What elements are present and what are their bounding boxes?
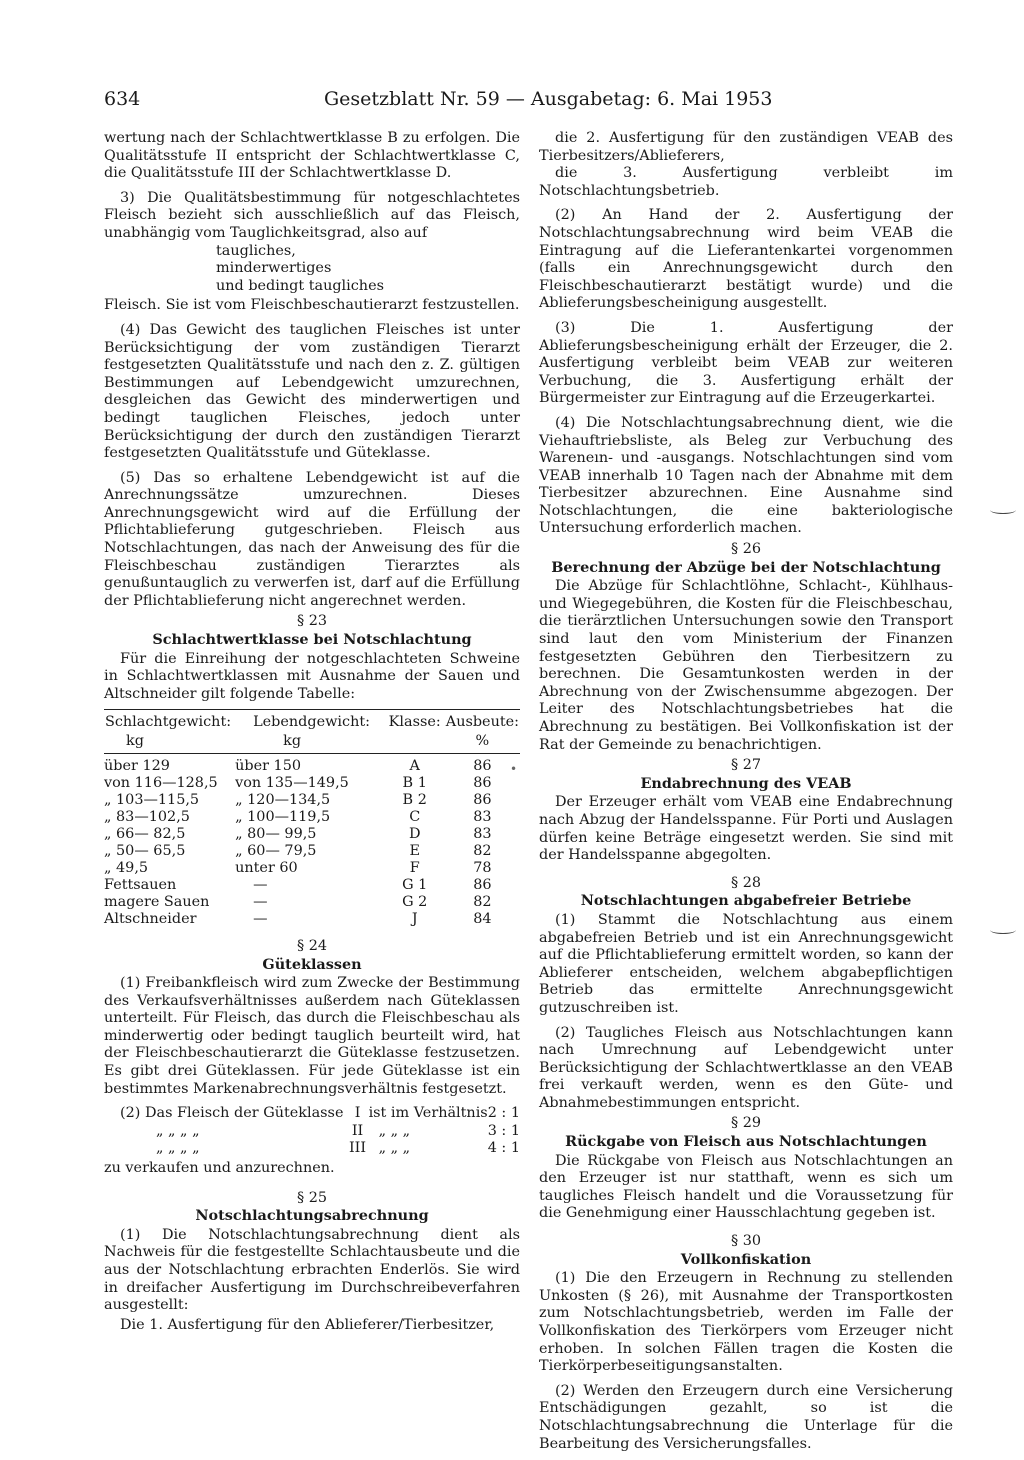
left-column xyxy=(104,130,520,1341)
paragraph: Fleisch. Sie ist vom Fleischbeschautierarzt festzustellen. xyxy=(104,297,520,314)
table-header: Schlachtgewicht: xyxy=(104,710,235,733)
margin-pencil-mark xyxy=(990,926,1016,934)
section-title: Schlachtwertklasse bei Notschlachtung xyxy=(152,631,472,649)
table-row: „ 103—115,5 „ 120—134,5 B 2 86 xyxy=(104,791,492,808)
running-title: Gesetzblatt Nr. 59 — Ausgabetag: 6. Mai 1953 xyxy=(324,88,773,110)
section-number: § 24 xyxy=(296,937,328,954)
section-title: Güteklassen xyxy=(262,955,362,973)
table-row: „ 83—102,5 „ 100—119,5 C 83 xyxy=(104,808,492,825)
section-title: Berechnung der Abzüge bei der Notschlachtung xyxy=(551,558,941,576)
table-row: von 116—128,5 von 135—149,5 B 1 86 xyxy=(104,774,492,791)
paragraph: (4) Die Notschlachtungsabrechnung dient, wie die Viehauftriebsliste, als Beleg zur Verbuchung des Wareneın- und -ausgangs. Notschlachtungen sind vom VEAB innerhalb 10 Tagen nach der Abnahme mit dem Tierbesitzer abzurechnen. Eine Ausnahme sind Notschlachtungen, die eine bakteriologische Untersuchung erforderlich machen. xyxy=(539,414,953,537)
section-number: § 26 xyxy=(730,541,762,558)
paragraph: Für die Einreihung der notgeschlachteten Schweine in Schlachtwertklassen mit Ausnahme der Sauen und Altschneider gilt folgende Tabelle: xyxy=(104,650,520,702)
list-item: und bedingt taugliches xyxy=(216,277,384,294)
table-subheader: kg xyxy=(104,732,235,754)
table-subheader xyxy=(385,732,445,754)
section-number: § 23 xyxy=(296,613,328,630)
table-row: über 129 über 150 A 86 xyxy=(104,757,492,774)
paragraph: Die 1. Ausfertigung für den Ablieferer/Tierbesitzer, xyxy=(120,1316,495,1333)
table-row: „ „ „ „ II „ „ „ 3 : 1 xyxy=(156,1122,520,1139)
table-header: Ausbeute: xyxy=(445,710,520,733)
paragraph: (3) Die 1. Ausfertigung der Ablieferungsbescheinigung erhält der Erzeuger, die 2. Ausfertigung verbleibt beim VEAB zur weiteren Verbuchung, die 3. Ausfertigung erhält der Bürgermeister zur Eintragung auf die Erzeugerkartei. xyxy=(539,319,953,407)
section-title: Notschlachtungen abgabefreier Betriebe xyxy=(580,892,912,910)
paragraph: die 3. Ausfertigung verbleibt im Notschlachtungsbetrieb. xyxy=(539,165,953,199)
table-row: (2) Das Fleisch der Güteklasse I ist im Verhältnis 2 : 1 xyxy=(120,1105,520,1122)
section-number: § 28 xyxy=(730,874,762,891)
section-title: Vollkonfiskation xyxy=(680,1250,812,1268)
section-title: Rückgabe von Fleisch aus Notschlachtungen xyxy=(565,1133,927,1151)
table-row: magere Sauen — G 2 82 xyxy=(104,893,492,910)
section-number: § 25 xyxy=(296,1189,328,1206)
paragraph: wertung nach der Schlachtwertklasse B zu erfolgen. Die Qualitätsstufe II entspricht der Schlachtwertklasse C, die Qualitätsstufe III der Schlachtwertklasse D. xyxy=(104,130,520,182)
section-number: § 29 xyxy=(730,1115,762,1132)
paragraph: Die Abzüge für Schlachtlöhne, Schlacht-, Kühlhaus- und Wiegegebühren, die Kosten für die Fleischbeschau, die tierärztlichen Untersuchungen sowie den Transport sind laut den vom Ministerium der Finanzen festgesetzten Gebühren den Tierbesitzern zu berechnen. Die Gesamtunkosten werden in der Abrechnung von der Zwischensumme abgezogen. Der Leiter des Notschlachtungsbetriebes hat die Abrechnung zu bestätigen. Bei Vollkonfiskation ist der Rat der Gemeinde zu benachrichtigen. xyxy=(539,578,953,753)
paragraph: (1) Stammt die Notschlachtung aus einem abgabefreien Betrieb und ist ein Anrechnungsgewicht auf die Pflichtablieferung ermittelt worden, so kann der Ablieferer entscheiden, welchem abgabepflichtigen Betrieb das ermittelte Anrechnungsgewicht gutzuschreiben ist. xyxy=(539,911,953,1016)
page-number: 634 xyxy=(104,88,141,110)
section-title: Notschlachtungsabrechnung xyxy=(195,1207,429,1225)
table-row: Altschneider — J 84 xyxy=(104,910,492,927)
paragraph: (4) Das Gewicht des tauglichen Fleisches ist unter Berücksichtigung der vom zuständigen Tierarzt festgesetzten Qualitätsstufe und nach den z. Z. gültigen Bestimmungen auf Lebendgewicht umzurechnen, desgleichen das Gewicht des minderwertigen und bedingt tauglichen Fleisches, jedoch unter Berücksichtigung der durch den zuständigen Tierarzt festgesetzten Qualitätsstufe und Güteklasse. xyxy=(104,321,520,462)
list-item: minderwertiges xyxy=(216,260,332,277)
table-subheader: kg xyxy=(235,732,385,754)
paragraph: (1) Die Notschlachtungsabrechnung dient als Nachweis für die festgestellte Schlachtausbeute und die aus der Notschlachtung erbrachten Enderlös. Sie wird in dreifacher Ausfertigung im Durchschreibeverfahren ausgestellt: xyxy=(104,1226,520,1314)
paragraph: Der Erzeuger erhält vom VEAB eine Endabrechnung nach Abzug der Handelsspanne. Für Porti und Auslagen dürfen keine Beträge eingesetzt werden. Sie sind mit der Handelsspanne abgegolten. xyxy=(539,794,953,864)
paragraph: (2) Werden den Erzeugern durch eine Versicherung Entschädigungen gezahlt, so ist die Notschlachtungsabrechnung die Unterlage für die Bearbeitung des Versicherungsfalles. xyxy=(539,1382,953,1452)
section-number: § 30 xyxy=(730,1233,762,1250)
slaughter-class-table xyxy=(104,709,520,928)
page-header xyxy=(104,88,773,114)
paragraph: (2) Taugliches Fleisch aus Notschlachtungen kann nach Umrechnung auf Lebendgewicht unter Berücksichtigung der Schlachtwertklasse an den VEAB frei verkauft werden, wenn es den Güte- und Abnahmebestimmungen entspricht. xyxy=(539,1024,953,1111)
paragraph: (1) Freibankfleisch wird zum Zwecke der Bestimmung des Verkaufsverhältnisses außerdem nach Güteklassen unterteilt. Für Fleisch, das durch die Fleischbeschau als minderwertig oder bedingt tauglich beurteilt wird, hat der Fleischbeschautierarzt die Güteklasse festzusetzen. Es gibt drei Güteklassen. Für jede Güteklasse ist ein bestimmtes Markenabrechnungsverhältnis festgesetzt. xyxy=(104,975,520,1097)
section-title: Endabrechnung des VEAB xyxy=(640,774,852,792)
quality-ratio-table xyxy=(104,1105,520,1158)
margin-pencil-mark xyxy=(990,506,1016,514)
paragraph: 3) Die Qualitätsbestimmung für notgeschlachtetes Fleisch bezieht sich ausschließlich auf das Fleisch, unabhängig vom Tauglichkeitsgrad, also auf xyxy=(104,189,520,241)
table-row: „ 66— 82,5 „ 80— 99,5 D 83 xyxy=(104,825,492,842)
right-column xyxy=(539,130,953,1460)
table-header: Lebendgewicht: xyxy=(235,710,385,733)
table-row: „ 49,5 unter 60 F 78 xyxy=(104,859,492,876)
paragraph: (2) An Hand der 2. Ausfertigung der Notschlachtungsabrechnung wird beim VEAB die Eintragung auf die Lieferantenkartei vorgenommen (falls ein Anrechnungsgewicht durch den Fleischbeschautierarzt bestätigt wurde) und die Ablieferungsbescheinigung ausgestellt. xyxy=(539,207,953,312)
paragraph: (1) Die den Erzeugern in Rechnung zu stellenden Unkosten (§ 26), mit Ausnahme der Transportkosten zum Notschlachtungsbetrieb, werden im Falle der Vollkonfiskation des Tierkörpers vom Erzeuger nicht erhoben. In solchen Fällen tragen die Kosten die Tierkörperbeseitigungsanstalten. xyxy=(539,1270,953,1375)
table-header: Klasse: xyxy=(385,710,445,733)
quality-list xyxy=(216,243,520,296)
paragraph: zu verkaufen und anzurechnen. xyxy=(104,1160,335,1177)
paragraph: (5) Das so erhaltene Lebendgewicht ist auf die Anrechnungssätze umzurechnen. Dieses Anrechnungsgewicht wird auf die Erfüllung der Pflichtablieferung gutgeschrieben. Fleisch aus Notschlachtungen, das nach der Anweisung des für die Fleischbeschau zuständigen Tierarztes als genußuntauglich zu verwerfen ist, darf auf die Erfüllung der Pflichtablieferung nicht angerechnet werden. xyxy=(104,469,520,609)
table-row: „ 50— 65,5 „ 60— 79,5 E 82 xyxy=(104,842,492,859)
section-number: § 27 xyxy=(730,757,762,774)
paragraph: die 2. Ausfertigung für den zuständigen VEAB des Tierbesitzers/Ablieferers, xyxy=(539,130,953,164)
table-row: „ „ „ „ III „ „ „ 4 : 1 xyxy=(156,1140,520,1157)
paragraph: Die Rückgabe von Fleisch aus Notschlachtungen an den Erzeuger ist nur statthaft, wenn es sich um taugliches Fleisch handelt und die Voraussetzung für die Genehmigung einer Hausschlachtung gegeben ist. xyxy=(539,1152,953,1222)
table-subheader: % xyxy=(445,732,520,754)
scan-speck-icon: • xyxy=(510,762,518,776)
table-row: Fettsauen — G 1 86 xyxy=(104,876,492,893)
list-item: taugliches, xyxy=(216,242,296,259)
